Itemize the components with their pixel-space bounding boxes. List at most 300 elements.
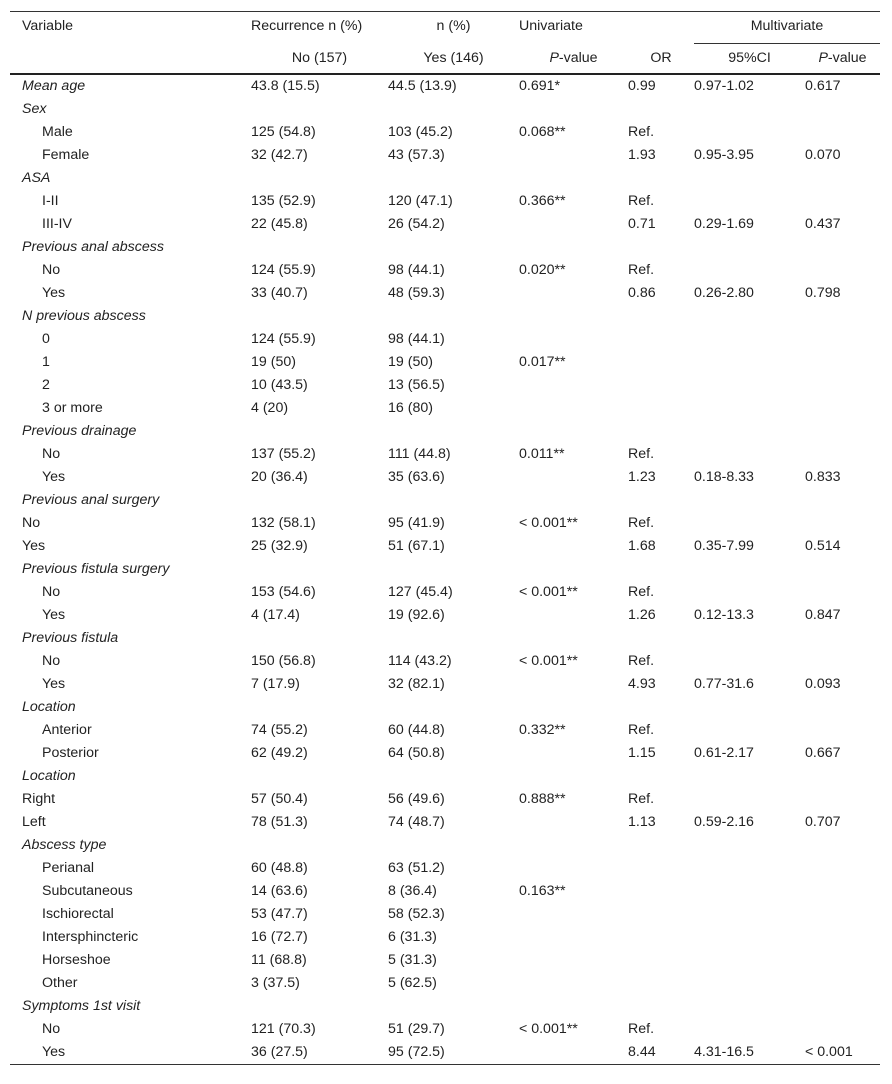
cell-yes	[388, 995, 519, 1018]
cell-or: Ref.	[628, 124, 655, 140]
cell-ci	[694, 512, 805, 535]
cell-yes	[388, 420, 519, 443]
cell-p	[519, 466, 628, 489]
cell-yes: 51 (67.1)	[388, 538, 445, 554]
table-row	[10, 1041, 880, 1065]
cell-no: 4 (17.4)	[251, 607, 300, 623]
cell-mp: 0.667	[805, 745, 841, 761]
cell-or	[628, 926, 694, 949]
cell-label: Horseshoe	[42, 952, 111, 968]
table-row	[10, 673, 880, 696]
cell-yes: 13 (56.5)	[388, 377, 445, 393]
cell-ci	[694, 374, 805, 397]
cell-p	[519, 167, 628, 190]
header-p2-letter: P	[818, 50, 828, 66]
cell-no: 137 (55.2)	[251, 446, 316, 462]
cell-p: < 0.001**	[519, 515, 578, 531]
cell-p: 0.163**	[519, 883, 566, 899]
cell-mp: 0.617	[805, 78, 841, 94]
cell-mp	[805, 765, 880, 788]
cell-ci	[694, 650, 805, 673]
cell-ci	[694, 328, 805, 351]
cell-label: No	[42, 1021, 61, 1037]
cell-ci	[694, 696, 805, 719]
cell-label: Posterior	[42, 745, 99, 761]
table-row	[10, 443, 880, 466]
table-row	[10, 995, 880, 1018]
cell-no: 78 (51.3)	[251, 814, 308, 830]
cell-ci: 0.35-7.99	[694, 538, 754, 554]
table-row	[10, 535, 880, 558]
cell-label: No	[42, 262, 61, 278]
table-row	[10, 397, 880, 420]
cell-ci	[694, 581, 805, 604]
cell-no: 62 (49.2)	[251, 745, 308, 761]
cell-p: 0.020**	[519, 262, 566, 278]
cell-no: 33 (40.7)	[251, 285, 308, 301]
cell-ci	[694, 995, 805, 1018]
cell-ci	[694, 558, 805, 581]
cell-no	[251, 995, 388, 1018]
header-recurrence: Recurrence n (%)	[251, 12, 388, 44]
cell-ci	[694, 627, 805, 650]
cell-no	[251, 98, 388, 121]
header-univariate: Univariate	[519, 12, 628, 44]
table-row	[10, 1018, 880, 1041]
cell-label: Right	[22, 791, 56, 807]
cell-ci	[694, 397, 805, 420]
cell-p	[519, 489, 628, 512]
cell-or: Ref.	[628, 653, 655, 669]
cell-or	[628, 489, 694, 512]
table-row	[10, 558, 880, 581]
cell-ci	[694, 259, 805, 282]
cell-ci	[694, 926, 805, 949]
cell-or: 1.23	[628, 469, 656, 485]
cell-mp	[805, 581, 880, 604]
cell-or: Ref.	[628, 193, 655, 209]
cell-or	[628, 995, 694, 1018]
cell-label: Location	[22, 699, 76, 715]
header-p-suffix: -value	[558, 49, 598, 66]
cell-or: Ref.	[628, 722, 655, 738]
cell-label: Yes	[42, 469, 66, 485]
cell-or	[628, 857, 694, 880]
cell-or	[628, 305, 694, 328]
cell-no: 11 (68.8)	[251, 952, 307, 968]
cell-no	[251, 420, 388, 443]
table-row	[10, 650, 880, 673]
cell-yes: 5 (31.3)	[388, 952, 437, 968]
table-row	[10, 466, 880, 489]
cell-no: 57 (50.4)	[251, 791, 308, 807]
table-row	[10, 282, 880, 305]
cell-p	[519, 144, 628, 167]
table-row	[10, 259, 880, 282]
cell-mp: 0.847	[805, 607, 841, 623]
cell-label: Ischiorectal	[42, 906, 114, 922]
cell-ci: 0.59-2.16	[694, 814, 754, 830]
cell-or: 1.15	[628, 745, 656, 761]
cell-mp	[805, 926, 880, 949]
cell-or: 0.71	[628, 216, 656, 232]
cell-p: < 0.001**	[519, 653, 578, 669]
cell-yes: 16 (80)	[388, 400, 433, 416]
cell-or	[628, 949, 694, 972]
cell-no: 124 (55.9)	[251, 331, 316, 347]
table-row	[10, 834, 880, 857]
cell-or	[628, 765, 694, 788]
cell-label: Symptoms 1st visit	[22, 998, 141, 1014]
cell-no: 135 (52.9)	[251, 193, 316, 209]
cell-label: Yes	[10, 1041, 251, 1065]
cell-mp	[805, 259, 880, 282]
cell-yes	[388, 236, 519, 259]
cell-mp	[805, 98, 880, 121]
table-row	[10, 857, 880, 880]
cell-or	[628, 834, 694, 857]
cell-ci	[694, 880, 805, 903]
cell-mp	[805, 512, 880, 535]
cell-or	[628, 397, 694, 420]
cell-yes	[388, 558, 519, 581]
cell-p	[519, 627, 628, 650]
cell-no: 121 (70.3)	[251, 1021, 316, 1037]
table-row	[10, 190, 880, 213]
cell-yes: 51 (29.7)	[388, 1021, 445, 1037]
cell-ci: 4.31-16.5	[694, 1041, 805, 1065]
cell-ci: 0.97-1.02	[694, 78, 754, 94]
table-row	[10, 880, 880, 903]
cell-p	[519, 903, 628, 926]
cell-mp	[805, 236, 880, 259]
cell-mp: 0.437	[805, 216, 841, 232]
cell-p	[519, 558, 628, 581]
cell-p	[519, 305, 628, 328]
cell-no: 7 (17.9)	[251, 676, 300, 692]
cell-mp: 0.514	[805, 538, 841, 554]
cell-or: 8.44	[628, 1041, 694, 1065]
header-p-value	[519, 44, 628, 75]
cell-p	[519, 696, 628, 719]
cell-label: Previous drainage	[22, 423, 137, 439]
cell-or: 0.86	[628, 285, 656, 301]
cell-no: 20 (36.4)	[251, 469, 308, 485]
cell-or: Ref.	[628, 584, 655, 600]
cell-mp	[805, 305, 880, 328]
cell-no	[251, 696, 388, 719]
cell-yes: 95 (72.5)	[388, 1041, 519, 1065]
cell-no: 125 (54.8)	[251, 124, 316, 140]
table-row	[10, 74, 880, 98]
table-row	[10, 420, 880, 443]
cell-p	[519, 811, 628, 834]
table-body	[10, 74, 880, 1065]
cell-p: 0.011**	[519, 446, 565, 462]
cell-p	[519, 995, 628, 1018]
cell-mp	[805, 650, 880, 673]
cell-p: 0.332**	[519, 722, 566, 738]
cell-yes	[388, 834, 519, 857]
cell-ci	[694, 857, 805, 880]
cell-no	[251, 558, 388, 581]
cell-p	[519, 535, 628, 558]
cell-yes: 8 (36.4)	[388, 883, 437, 899]
table-row	[10, 374, 880, 397]
cell-p	[519, 742, 628, 765]
cell-no: 14 (63.6)	[251, 883, 308, 899]
header-no-count: No (157)	[251, 44, 388, 75]
cell-ci	[694, 351, 805, 374]
cell-yes	[388, 489, 519, 512]
cell-or: 4.93	[628, 676, 656, 692]
cell-ci	[694, 903, 805, 926]
cell-ci: 0.61-2.17	[694, 745, 754, 761]
cell-label: Yes	[42, 607, 66, 623]
cell-mp	[805, 558, 880, 581]
cell-label: Location	[22, 768, 76, 784]
cell-yes: 120 (47.1)	[388, 193, 453, 209]
cell-mp	[805, 420, 880, 443]
cell-label: 1	[42, 354, 50, 370]
cell-no: 25 (32.9)	[251, 538, 308, 554]
cell-mp	[805, 351, 880, 374]
cell-ci	[694, 788, 805, 811]
cell-ci	[694, 121, 805, 144]
cell-or	[628, 696, 694, 719]
cell-ci: 0.29-1.69	[694, 216, 754, 232]
cell-ci	[694, 190, 805, 213]
cell-yes	[388, 305, 519, 328]
cell-mp	[805, 374, 880, 397]
cell-label: 3 or more	[42, 400, 103, 416]
cell-yes: 74 (48.7)	[388, 814, 445, 830]
cell-yes: 111 (44.8)	[388, 446, 451, 462]
cell-no	[251, 236, 388, 259]
cell-yes: 5 (62.5)	[388, 975, 437, 991]
header-p2-suffix: -value	[827, 50, 867, 66]
cell-label: Mean age	[22, 78, 86, 94]
cell-no: 53 (47.7)	[251, 906, 308, 922]
table-row	[10, 305, 880, 328]
table-row	[10, 167, 880, 190]
cell-label: N previous abscess	[22, 308, 146, 324]
cell-label: Previous fistula	[22, 630, 119, 646]
header-n-pct: n (%)	[388, 12, 519, 44]
cell-yes	[388, 98, 519, 121]
cell-ci: 0.26-2.80	[694, 285, 754, 301]
header-p-letter: P	[549, 49, 559, 66]
cell-label: Other	[42, 975, 78, 991]
cell-ci	[694, 98, 805, 121]
cell-ci: 0.12-13.3	[694, 607, 754, 623]
cell-no: 32 (42.7)	[251, 147, 308, 163]
cell-p	[519, 926, 628, 949]
cell-label: Previous anal surgery	[22, 492, 160, 508]
header-empty-2	[10, 44, 251, 75]
cell-label: Anterior	[42, 722, 92, 738]
cell-yes: 60 (44.8)	[388, 722, 445, 738]
cell-p	[519, 328, 628, 351]
cell-label: No	[42, 653, 61, 669]
header-yes-count: Yes (146)	[388, 44, 519, 75]
cell-yes: 35 (63.6)	[388, 469, 445, 485]
cell-no: 60 (48.8)	[251, 860, 308, 876]
cell-label: Male	[42, 124, 73, 140]
cell-no: 4 (20)	[251, 400, 289, 416]
cell-no	[251, 489, 388, 512]
cell-label: Left	[22, 814, 46, 830]
cell-mp	[805, 489, 880, 512]
cell-mp: 0.833	[805, 469, 841, 485]
cell-yes	[388, 627, 519, 650]
cell-label: No	[42, 584, 61, 600]
cell-p: 0.068**	[519, 124, 566, 140]
cell-label: Yes	[22, 538, 46, 554]
cell-or	[628, 98, 694, 121]
results-table	[10, 11, 880, 1065]
cell-p: < 0.001**	[519, 1021, 578, 1037]
table-row	[10, 489, 880, 512]
cell-p	[519, 374, 628, 397]
cell-p	[519, 98, 628, 121]
cell-or	[628, 236, 694, 259]
table-row	[10, 788, 880, 811]
cell-no: 3 (37.5)	[251, 975, 300, 991]
cell-p	[519, 282, 628, 305]
cell-yes	[388, 765, 519, 788]
cell-ci	[694, 420, 805, 443]
cell-ci: 0.95-3.95	[694, 147, 754, 163]
header-empty	[628, 12, 694, 44]
cell-or	[628, 627, 694, 650]
cell-or: 1.93	[628, 147, 656, 163]
table-row	[10, 949, 880, 972]
header-ci: 95%CI	[694, 44, 805, 75]
cell-p	[519, 604, 628, 627]
cell-no: 16 (72.7)	[251, 929, 308, 945]
cell-mp: < 0.001	[805, 1041, 880, 1065]
cell-label: Abscess type	[22, 837, 107, 853]
cell-label: 2	[42, 377, 50, 393]
cell-yes: 19 (92.6)	[388, 607, 445, 623]
table-header	[10, 12, 880, 75]
cell-ci	[694, 949, 805, 972]
cell-label: III-IV	[42, 216, 72, 232]
cell-p: 0.888**	[519, 791, 566, 807]
cell-p: 0.691*	[519, 78, 561, 94]
header-variable: Variable	[10, 12, 251, 44]
cell-p	[519, 397, 628, 420]
cell-p	[519, 834, 628, 857]
cell-p	[519, 857, 628, 880]
table-row	[10, 972, 880, 995]
cell-or: Ref.	[628, 515, 655, 531]
cell-label: Previous fistula surgery	[22, 561, 170, 577]
cell-no: 74 (55.2)	[251, 722, 308, 738]
cell-yes: 43 (57.3)	[388, 147, 445, 163]
cell-label: ASA	[22, 170, 51, 186]
cell-yes	[388, 167, 519, 190]
cell-ci	[694, 972, 805, 995]
cell-mp: 0.070	[805, 147, 841, 163]
cell-mp	[805, 627, 880, 650]
cell-no: 36 (27.5)	[251, 1041, 388, 1065]
cell-no: 153 (54.6)	[251, 584, 316, 600]
header-multi-p-value	[805, 44, 880, 75]
cell-or	[628, 558, 694, 581]
table-row	[10, 811, 880, 834]
cell-or: Ref.	[628, 446, 655, 462]
cell-mp	[805, 834, 880, 857]
cell-mp	[805, 995, 880, 1018]
cell-mp: 0.707	[805, 814, 841, 830]
cell-p: 0.366**	[519, 193, 566, 209]
cell-or: 1.68	[628, 538, 656, 554]
cell-label: Female	[42, 147, 90, 163]
cell-ci	[694, 305, 805, 328]
cell-mp	[805, 903, 880, 926]
cell-no	[251, 627, 388, 650]
cell-p	[519, 420, 628, 443]
cell-label: I-II	[42, 193, 59, 209]
cell-yes: 98 (44.1)	[388, 331, 445, 347]
cell-p	[519, 1041, 628, 1065]
cell-or: Ref.	[628, 791, 655, 807]
cell-or	[628, 351, 694, 374]
cell-mp	[805, 719, 880, 742]
table-row	[10, 213, 880, 236]
table-row	[10, 512, 880, 535]
cell-label: Sex	[22, 101, 47, 117]
cell-yes: 64 (50.8)	[388, 745, 445, 761]
cell-yes: 103 (45.2)	[388, 124, 453, 140]
table-row	[10, 236, 880, 259]
cell-mp	[805, 696, 880, 719]
cell-yes: 6 (31.3)	[388, 929, 437, 945]
cell-ci	[694, 236, 805, 259]
header-or: OR	[628, 44, 694, 75]
table-row	[10, 604, 880, 627]
cell-no: 19 (50)	[251, 354, 296, 370]
cell-or	[628, 374, 694, 397]
cell-no: 150 (56.8)	[251, 653, 316, 669]
cell-ci	[694, 765, 805, 788]
cell-yes: 56 (49.6)	[388, 791, 445, 807]
cell-mp	[805, 190, 880, 213]
cell-or	[628, 420, 694, 443]
cell-yes: 48 (59.3)	[388, 285, 445, 301]
cell-or	[628, 880, 694, 903]
cell-mp	[805, 121, 880, 144]
header-row-1	[10, 12, 880, 44]
cell-mp	[805, 949, 880, 972]
cell-label: Subcutaneous	[42, 883, 133, 899]
cell-mp	[805, 328, 880, 351]
cell-or	[628, 903, 694, 926]
cell-yes: 114 (43.2)	[388, 653, 452, 669]
header-row-2	[10, 44, 880, 75]
cell-label: Yes	[42, 676, 66, 692]
cell-ci	[694, 489, 805, 512]
cell-p	[519, 236, 628, 259]
cell-yes: 44.5 (13.9)	[388, 78, 457, 94]
table-row	[10, 328, 880, 351]
cell-mp	[805, 857, 880, 880]
cell-ci	[694, 719, 805, 742]
cell-mp	[805, 1018, 880, 1041]
cell-label: Intersphincteric	[42, 929, 139, 945]
